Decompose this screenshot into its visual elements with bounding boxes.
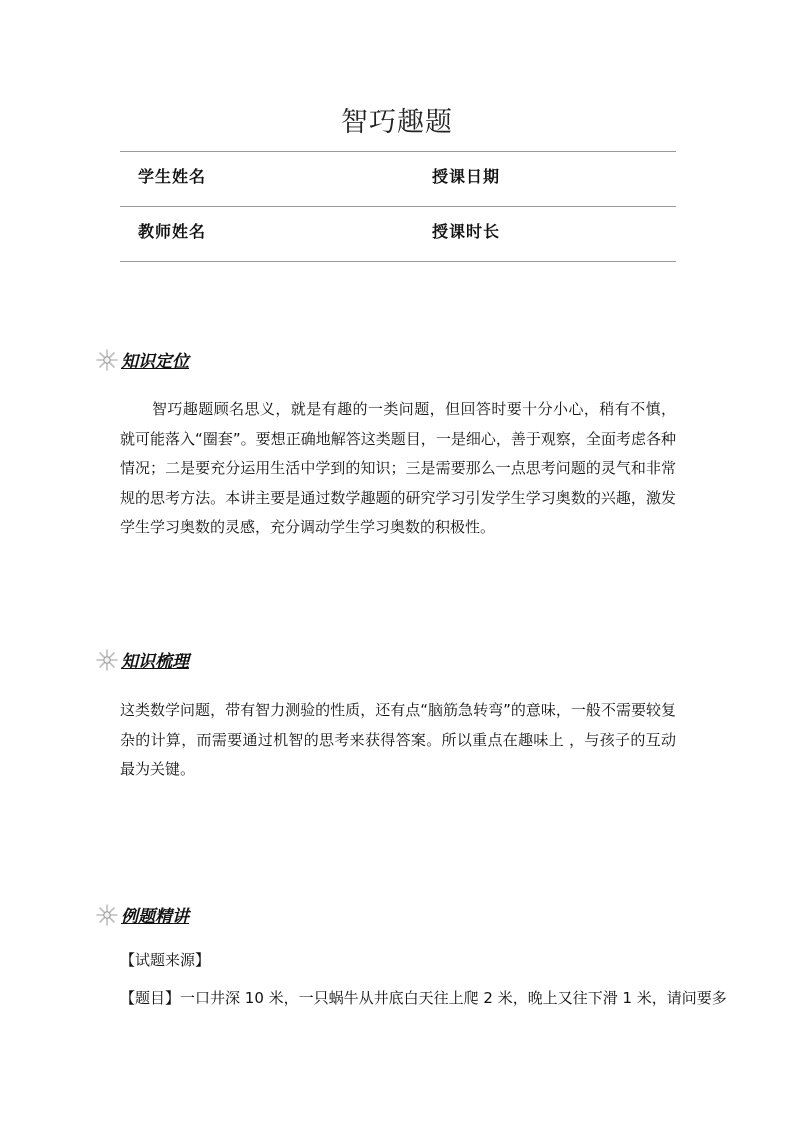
page-title: 智巧趣题	[341, 107, 453, 138]
question-label: 【题目】	[120, 989, 181, 1007]
sparkle-icon	[96, 904, 118, 926]
section-positioning-heading	[96, 347, 396, 373]
section-examples-heading	[96, 902, 396, 928]
section-examples-title: 例题精讲	[121, 907, 189, 927]
sparkle-icon	[96, 349, 118, 371]
section-positioning-title: 知识定位	[121, 352, 189, 372]
lesson-duration-label: 授课时长	[432, 222, 501, 241]
section-review-title: 知识梳理	[121, 652, 189, 672]
lesson-date-label: 授课日期	[432, 167, 501, 186]
question-line	[120, 987, 727, 1009]
question-text: 一口井深 10 米，一只蜗牛从井底白天往上爬 2 米，晚上又往下滑 1 米，请问要多	[180, 989, 727, 1007]
review-paragraph: 这类数学问题，带有智力测验的性质，还有点“脑筋急转弯”的意味，一般不需要较复杂的计算，而需要通过机智的思考来获得答案。所以重点在趣味上 ，与孩子的互动最为关键。	[120, 701, 676, 778]
positioning-paragraph: 智巧趣题顾名思义，就是有趣的一类问题，但回答时要十分小心，稍有不慎，就可能落入“圈套”。要想正确地解答这类题目，一是细心，善于观察，全面考虑各种情况；二是要充分运用生活中学到的知识；三是需要那么一点思考问题的灵气和非常规的思考方法。本讲主要是通过数学趣题的研究学习引发学生学习奥数的兴趣，激发学生学习奥数的灵感，充分调动学生学习奥数的积极性。	[120, 400, 676, 536]
student-name-label: 学生姓名	[138, 167, 207, 186]
info-table	[120, 151, 676, 262]
info-row-teacher	[120, 207, 676, 262]
section-review-heading	[96, 647, 396, 673]
sparkle-icon	[96, 649, 118, 671]
info-row-student	[120, 152, 676, 207]
question-source-label: 【试题来源】	[120, 951, 211, 969]
teacher-name-label: 教师姓名	[138, 222, 207, 241]
